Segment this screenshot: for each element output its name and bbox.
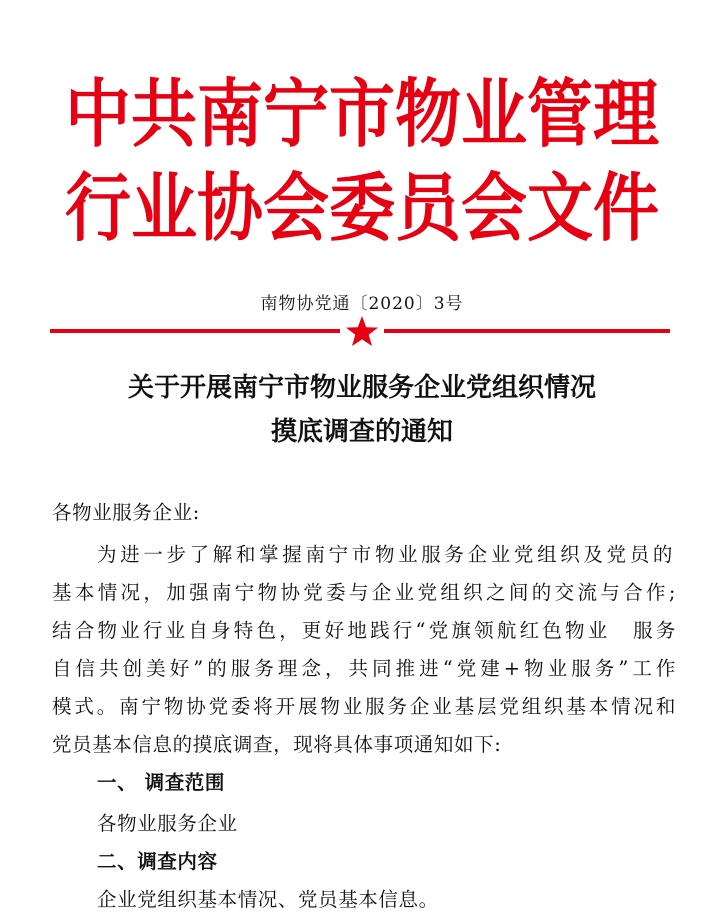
section-2-heading: 二、调查内容	[97, 850, 218, 873]
paragraph-line: 基本情况，加强南宁物协党委与企业党组织之间的交流与合作;	[52, 581, 676, 604]
red-divider-right	[384, 329, 670, 333]
masthead-line-2: 行业协会委员会文件	[65, 165, 659, 252]
paragraph-line: 为进一步了解和掌握南宁市物业服务企业党组织及党员的	[97, 543, 673, 566]
section-2-content: 企业党组织基本情况、党员基本信息。	[97, 888, 439, 911]
notice-title-line-2: 摸底调查的通知	[270, 417, 453, 447]
salutation: 各物业服务企业:	[52, 501, 200, 524]
paragraph-line: 自信共创美好”的服务理念，共同推进“党建+物业服务”工作	[52, 657, 676, 680]
masthead-line-1: 中共南宁市物业管理	[65, 71, 659, 158]
notice-title-line-1: 关于开展南宁市物业服务企业党组织情况	[127, 373, 596, 403]
paragraph-line: 结合物业行业自身特色，更好地践行“党旗领航红色物业 服务	[52, 619, 676, 642]
section-1-heading: 一、 调查范围	[97, 771, 225, 794]
document-number: 南物协党通〔2020〕3号	[260, 294, 464, 314]
section-1-content: 各物业服务企业	[97, 812, 238, 835]
red-divider-left	[50, 329, 340, 333]
paragraph-line: 党员基本信息的摸底调查，现将具体事项通知如下:	[52, 733, 502, 756]
red-star-icon	[344, 315, 380, 347]
paragraph-line: 模式。南宁物协党委将开展物业服务企业基层党组织基本情况和	[52, 695, 676, 718]
